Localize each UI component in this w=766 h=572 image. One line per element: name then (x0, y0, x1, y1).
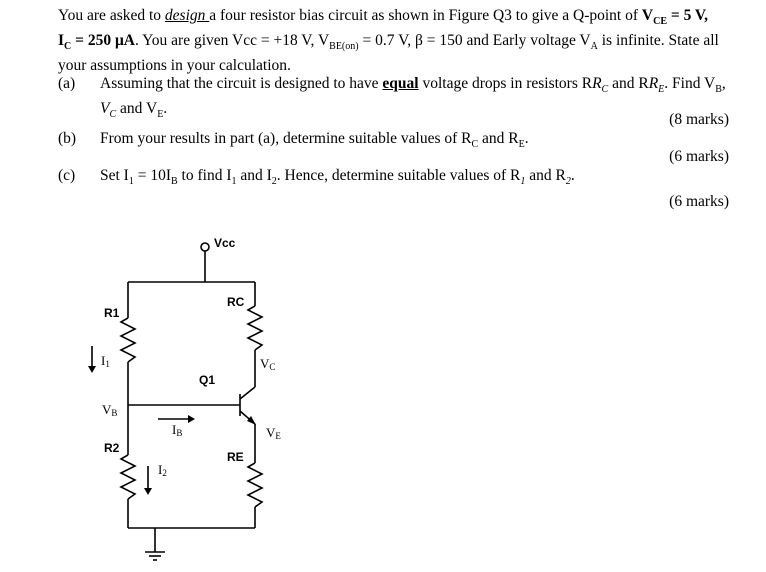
r1-resistor (121, 318, 135, 362)
ic-spec: $I_C = 250$ μA (58, 32, 135, 53)
r1-label: R1 (104, 306, 120, 320)
r2-label: R2 (104, 441, 120, 455)
i1-label: I1 (101, 353, 110, 369)
q1-label: Q1 (199, 373, 216, 387)
re-label: RE (227, 450, 244, 464)
intro-text: You are asked to (58, 7, 165, 24)
question-label: (a) (58, 75, 76, 92)
i1-arrowhead (88, 366, 96, 373)
ib-label: IB (172, 422, 183, 438)
r2-resistor (121, 455, 135, 499)
vb-label: VB (102, 402, 118, 418)
intro-design-word: design (164, 7, 210, 24)
question-label: (c) (58, 167, 76, 184)
question-text: Assuming that the circuit is designed to have equal voltage drops in resistors $RR_C$ and $RR_E$. Find $V_B$, $V_C$ and $V_E$. (100, 75, 726, 121)
re-resistor (248, 463, 262, 507)
ve-label: VE (266, 425, 281, 441)
intro-text: . You are given Vcc = +18 V, V (134, 32, 330, 50)
intro-text: a four resistor bias circuit as shown in Figure Q3 to give a Q-point of (209, 7, 642, 24)
vcc-terminal (201, 243, 209, 251)
vcc-label: Vcc (214, 236, 236, 250)
question-text: From your results in part (a), determine suitable values of $R_C$ and $R_E$. (100, 130, 529, 151)
rc-label: RC (227, 295, 245, 309)
vce-spec: $V_{CE} = 5$ V, (641, 7, 708, 28)
i2-label: I2 (158, 462, 167, 478)
marks-a: (8 marks) (669, 111, 729, 128)
intro-text: = 0.7 V, β = 150 and Early voltage V (358, 32, 591, 50)
marks-c: (6 marks) (669, 193, 729, 210)
ib-arrowhead (188, 415, 195, 423)
question-text: Set $I_1 = 10I_B$ to find $I_1$ and $I_2$. Hence, determine suitable values of $R_1$ and $R_2$. (100, 167, 575, 188)
intro-text: is infinite. State all your assumptions in your calculation. (58, 32, 719, 75)
rc-resistor (248, 306, 262, 350)
vc-label: VC (260, 356, 276, 372)
problem-intro: You are asked to design a four resistor bias circuit as shown in Figure Q3 to give a Q-point of $V_{CE} = 5$ V, $I_C = 250$ μA. You are given Vcc = +18 V, $V_{BE(on)} = 0.7$ V, β = 150 and Early voltage $V_A$ is infinite. State all your assumptions in your calculation. (58, 7, 719, 75)
question-label: (b) (58, 130, 77, 147)
collector-lead (240, 387, 255, 399)
i2-arrowhead (144, 488, 152, 495)
marks-b: (6 marks) (669, 148, 729, 165)
